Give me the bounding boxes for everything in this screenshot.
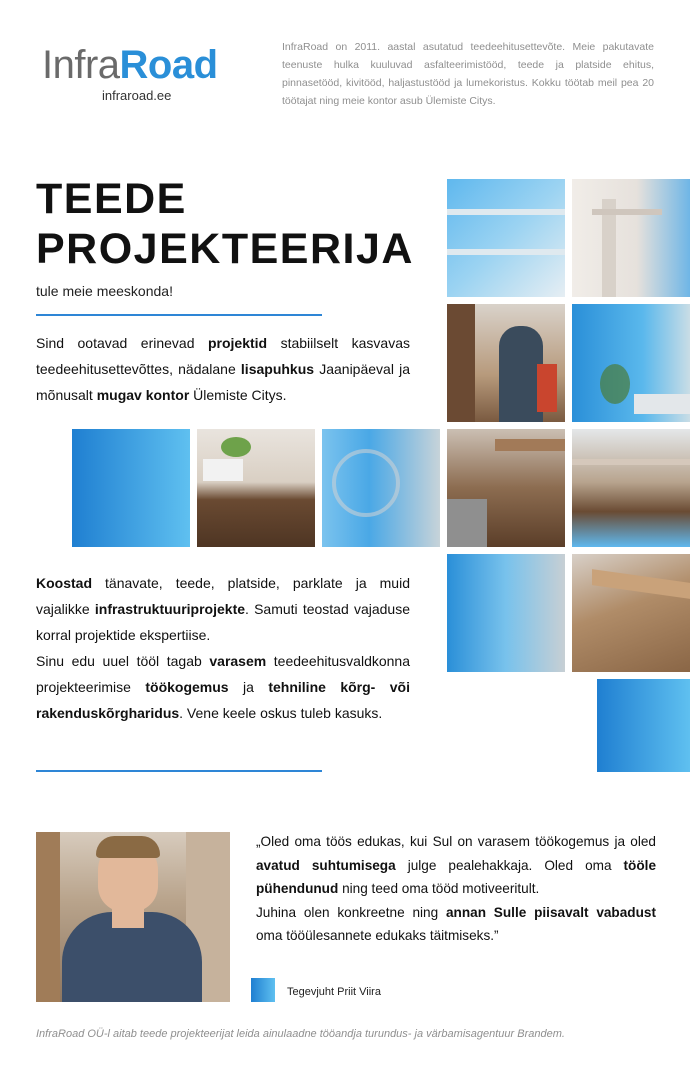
office-photo-tile [572,554,690,672]
office-photo-tile [197,429,315,547]
role-text: tänavate, teede, platside, parklate ja muid vajalikke [36,575,410,617]
quote-highlight: tööle pühendunud [256,857,657,896]
role-highlight: varasem [209,653,267,669]
role-highlight: Koostad [36,575,92,591]
quote-text: Juhina olen konkreetne ning [256,904,446,920]
job-title [36,174,426,274]
offer-paragraph [36,330,410,408]
offer-text: Jaanipäeval ja mõnusalt [36,361,410,403]
office-photo-tile [447,179,565,297]
offer-text: Sind ootavad erinevad [36,335,208,351]
quote-text: „Oled oma töös edukas, kui Sul on varasem töökogemus ja oled [256,834,656,849]
logo-road: Road [119,43,218,87]
logo-infra: Infra [42,43,120,87]
quote-highlight: annan Sulle piisavalt vabadust [445,904,656,920]
job-title-line2: PROJEKTEERIJA [36,225,414,273]
offer-text: Ülemiste Citys. [189,387,287,403]
logo-url: infraroad.ee [102,88,172,103]
offer-highlight: projektid [207,335,268,351]
role-text: teedeehitusvaldkonna projekteerimise [36,653,411,695]
ceo-portrait [36,832,230,1002]
office-photo-tile [572,429,690,547]
office-photo-tile [572,179,690,297]
ceo-quote [256,830,656,948]
office-photo-tile [447,304,565,422]
company-intro: InfraRoad on 2011. aastal asutatud teedeehitusettevõte. Meie pakutavate teenuste hulka kuuluvad asfalteerimistööd, teede ja platside ehitus, pinnasetööd, kivitööd, haljastustööd ja lumekoristus. Kokku töötab meil pea 20 töötajat ning meie kontor asub Ülemiste Citys. [282,41,654,107]
role-text: . Vene keele oskus tuleb kasuks. [179,705,383,721]
role-text: Sinu edu uuel tööl tagab [36,653,210,669]
role-highlight: töökogemus [145,679,229,695]
offer-text: stabiilselt kasvavas teedeehitusettevõttes, nädalane [36,335,411,377]
blue-tile [597,679,690,772]
blue-tile [72,429,190,547]
divider-top [36,314,322,316]
divider-bottom [36,770,322,772]
quote-text: julge pealehakkaja. Oled oma [395,857,624,873]
tagline: tule meie meeskonda! [36,283,173,299]
quote-text: oma tööülesannete edukaks täitmiseks.” [256,928,499,943]
signature-marker [251,978,275,1002]
role-highlight: tehniline kõrg- või rakenduskõrgharidus [36,679,410,721]
office-photo-tile [572,304,690,422]
quote-highlight: avatud suhtumisega [256,857,396,873]
role-text: . Samuti teostad vajaduse korral projektide ekspertiise. [36,601,410,643]
footer-note: InfraRoad OÜ-l aitab teede projekteerijat leida ainulaadne tööandja turundus- ja värbamisagentuur Brandem. [36,1028,565,1040]
role-highlight: infrastruktuuriprojekte [94,601,246,617]
offer-highlight: lisapuhkus [240,361,315,377]
offer-highlight: mugav kontor [96,387,190,403]
office-photo-tile [322,429,440,547]
infraroad-logo [42,44,242,110]
office-photo-tile [447,429,565,547]
role-text: ja [228,679,269,695]
role-paragraph [36,570,410,726]
quote-signature: Tegevjuht Priit Viira [287,986,381,998]
quote-text: ning teed oma tööd motiveeritult. [338,881,540,896]
office-photo-tile [447,554,565,672]
job-title-line1: TEEDE [36,175,187,223]
